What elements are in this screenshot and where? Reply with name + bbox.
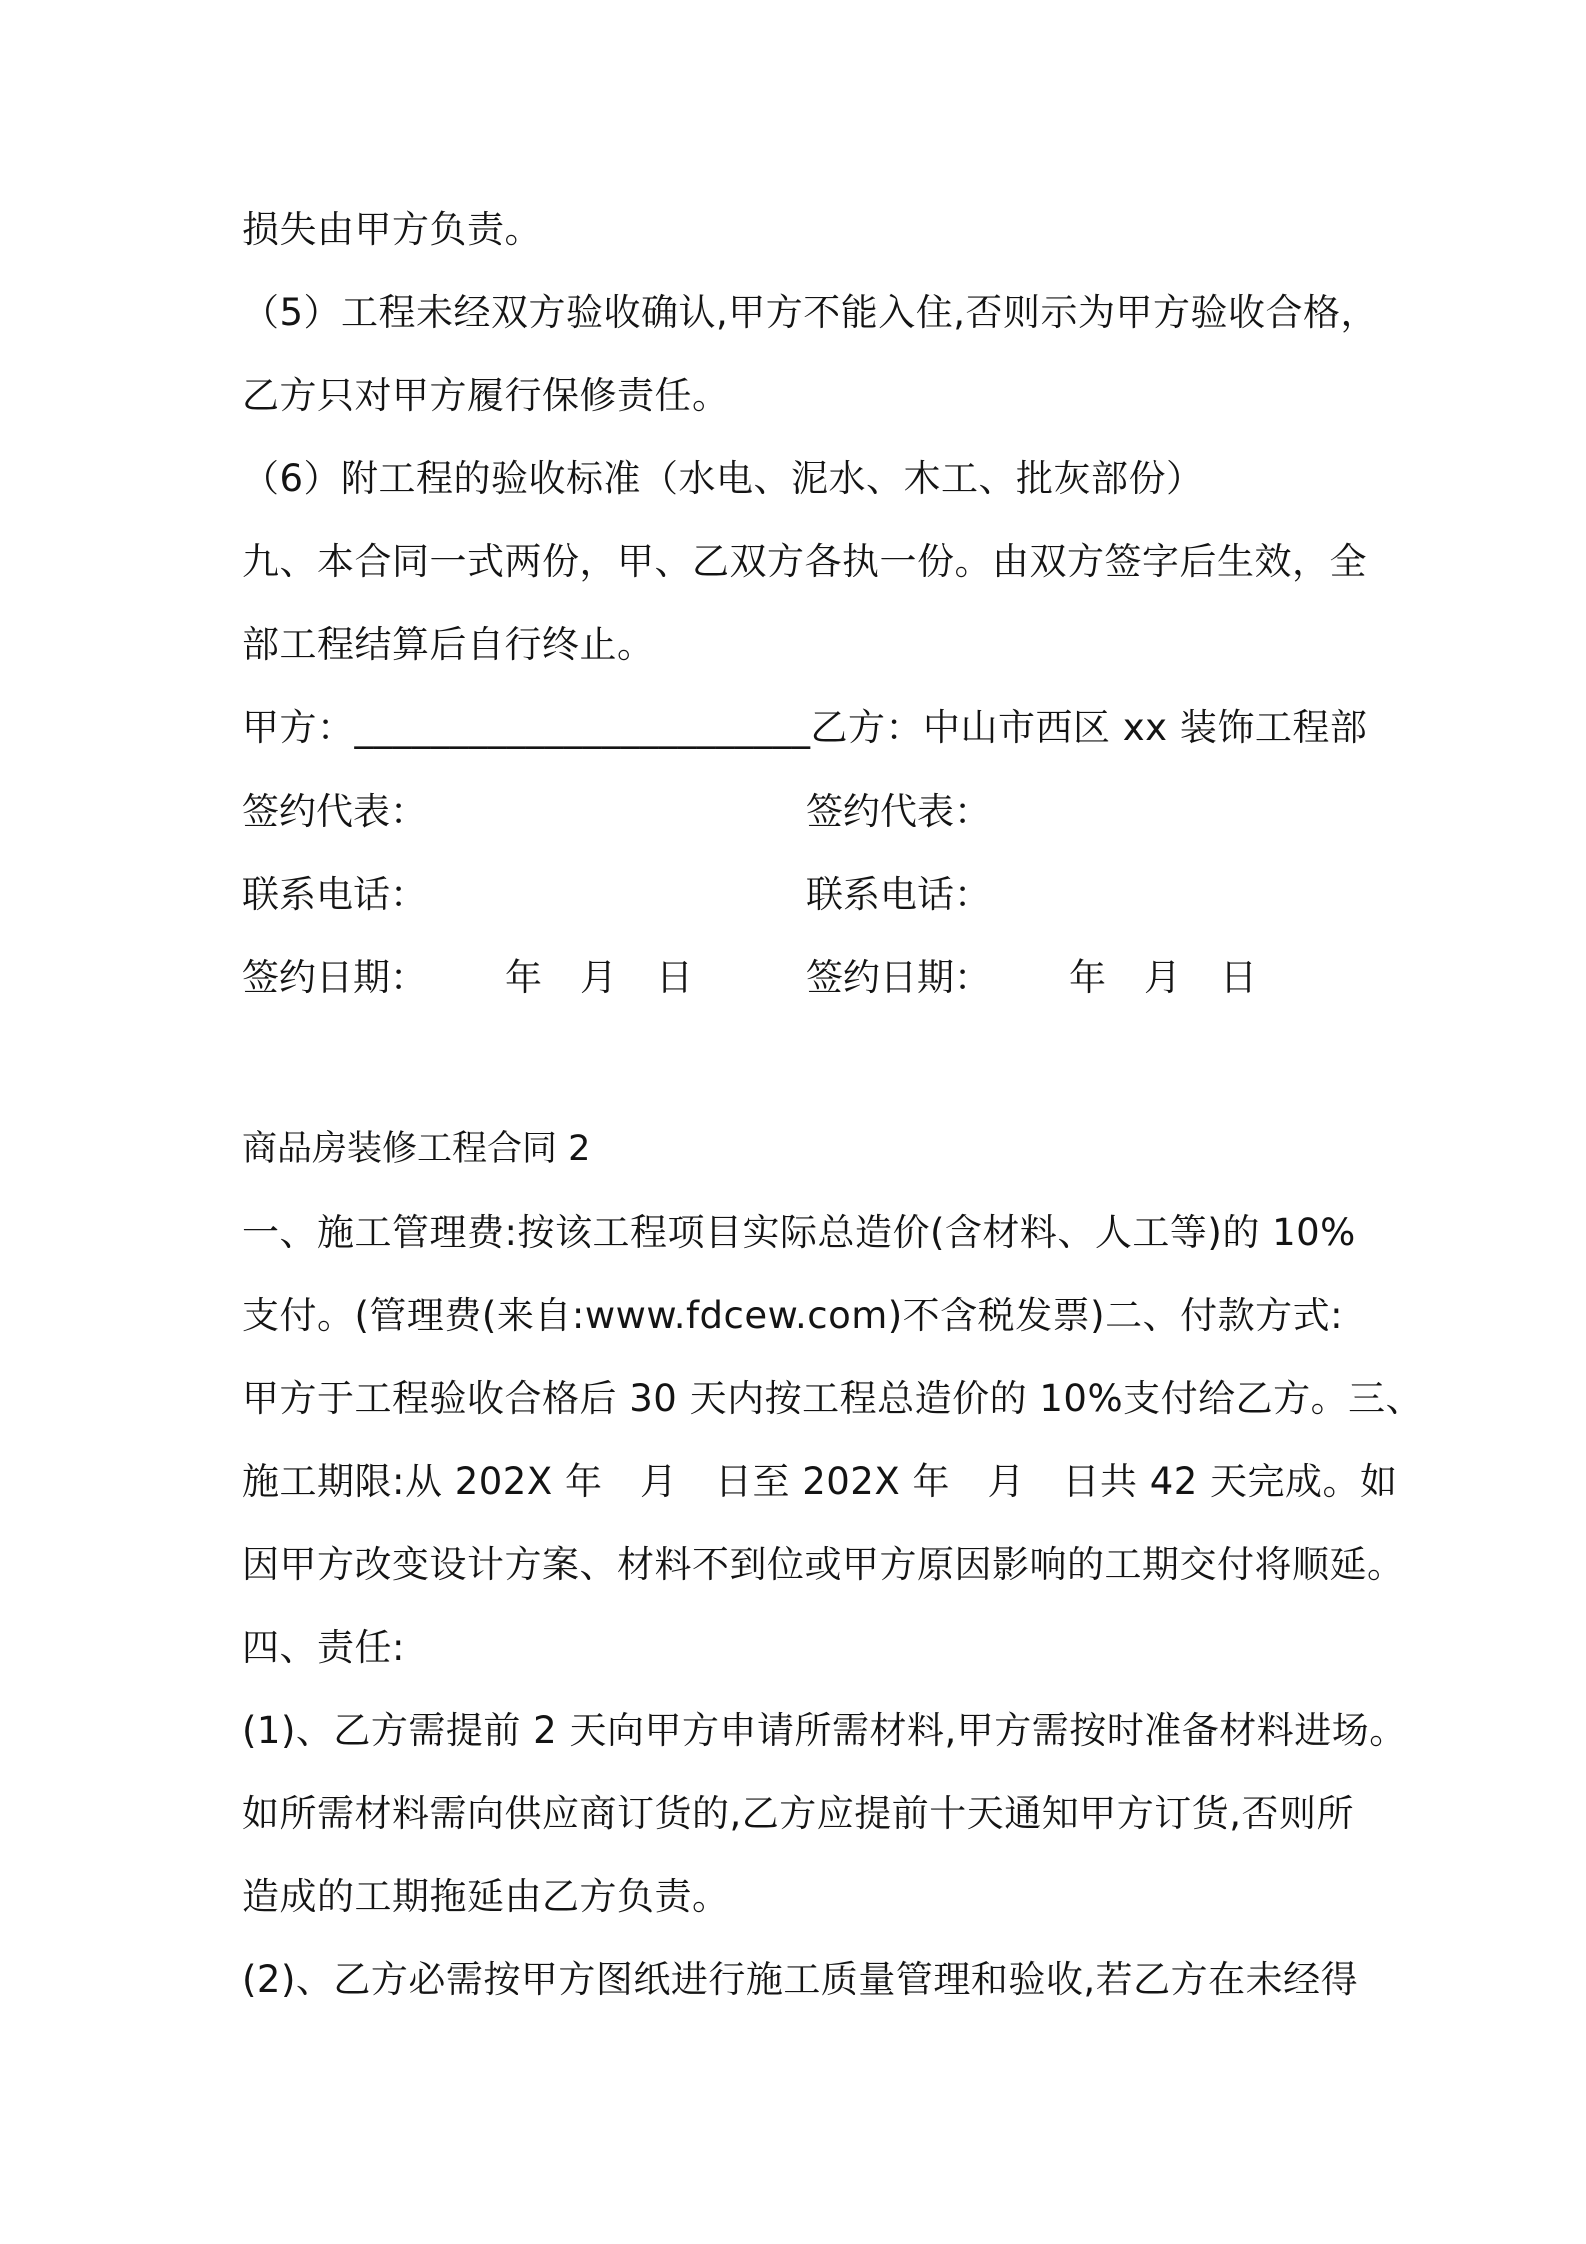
rep-label-left: 签约代表： bbox=[242, 790, 427, 833]
text-line: 如所需材料需向供应商订货的,乙方应提前十天通知甲方订货,否则所 bbox=[242, 1792, 1355, 1835]
phone-label-right: 联系电话： bbox=[806, 873, 991, 916]
text-line: 施工期限:从 202X 年 月 日至 202X 年 月 日共 42 天完成。如 bbox=[242, 1460, 1398, 1503]
date-year-left: 年 bbox=[505, 956, 542, 999]
rep-label-right: 签约代表： bbox=[806, 790, 991, 833]
text-line: 一、施工管理费:按该工程项目实际总造价(含材料、人工等)的 10% bbox=[242, 1211, 1356, 1254]
text-line: 九、本合同一式两份，甲、乙双方各执一份。由双方签字后生效，全 bbox=[242, 540, 1367, 583]
text-line: (2)、乙方必需按甲方图纸进行施工质量管理和验收,若乙方在未经得 bbox=[242, 1958, 1359, 2001]
text-line: (1)、乙方需提前 2 天向甲方申请所需材料,甲方需按时准备材料进场。 bbox=[242, 1709, 1407, 1752]
date-day-right: 日 bbox=[1220, 956, 1257, 999]
date-year-right: 年 bbox=[1069, 956, 1106, 999]
text-line: 部工程结算后自行终止。 bbox=[242, 623, 655, 666]
text-line: 甲方于工程验收合格后 30 天内按工程总造价的 10%支付给乙方。三、 bbox=[242, 1377, 1424, 1420]
text-line: 因甲方改变设计方案、材料不到位或甲方原因影响的工期交付将顺延。 bbox=[242, 1543, 1405, 1586]
section-title: 商品房装修工程合同 2 bbox=[242, 1129, 591, 1169]
text-line: 乙方只对甲方履行保修责任。 bbox=[242, 374, 730, 417]
text-line: 造成的工期拖延由乙方负责。 bbox=[242, 1875, 730, 1918]
text-line: （6）附工程的验收标准（水电、泥水、木工、批灰部份） bbox=[242, 457, 1204, 500]
date-day-left: 日 bbox=[656, 956, 693, 999]
phone-label-left: 联系电话： bbox=[242, 873, 427, 916]
text-line: 损失由甲方负责。 bbox=[242, 208, 542, 251]
date-label-right: 签约日期： bbox=[806, 956, 991, 999]
date-label-left: 签约日期： bbox=[242, 956, 427, 999]
date-month-left: 月 bbox=[580, 956, 617, 999]
date-month-right: 月 bbox=[1144, 956, 1181, 999]
text-line: （5）工程未经双方验收确认,甲方不能入住,否则示为甲方验收合格， bbox=[242, 291, 1379, 334]
text-line: 四、责任: bbox=[242, 1626, 405, 1669]
text-line: 支付。(管理费(来自:www.fdcew.com)不含税发票)二、付款方式: bbox=[242, 1294, 1344, 1337]
party-line: 甲方：________________________乙方：中山市西区 xx 装饰工程部 bbox=[242, 706, 1368, 749]
